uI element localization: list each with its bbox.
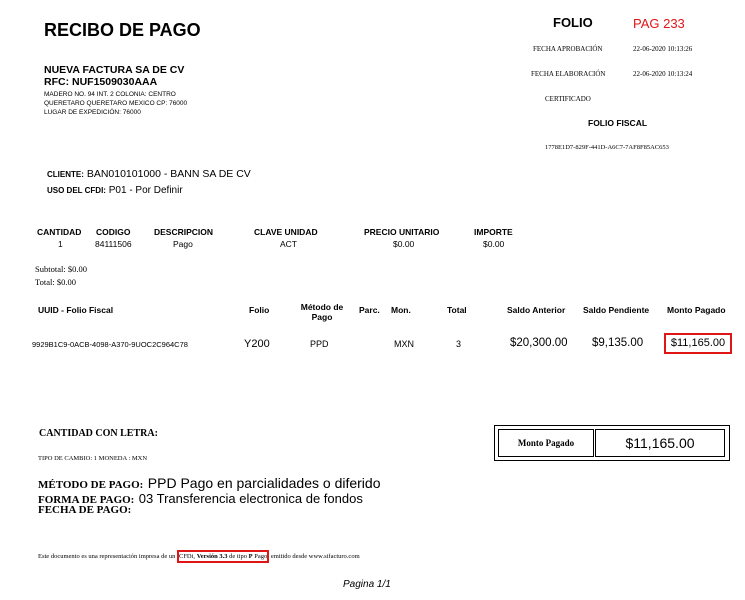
pagos-header-metodo-line1: Método de [300, 302, 344, 312]
certificado-label: CERTIFICADO [545, 95, 591, 103]
item-descripcion: Pago [173, 239, 193, 249]
item-cantidad: 1 [58, 239, 63, 249]
pagos-header-folio: Folio [249, 305, 270, 315]
monto-pagado-value-box [595, 429, 725, 457]
emisor-address-1: MADERO NO. 94 INT. 2 COLONIA: CENTRO [44, 91, 176, 98]
folio-label: FOLIO [553, 15, 593, 30]
monto-pagado-label-box [498, 429, 594, 457]
note-prefix: Este documento es una representación impresa de un [38, 553, 177, 560]
pagos-header-parc: Parc. [359, 305, 380, 315]
pago-saldo-anterior: $20,300.00 [510, 337, 568, 349]
pagos-header-saldo-pendiente: Saldo Pendiente [583, 305, 650, 315]
items-header-descripcion: DESCRIPCION [154, 227, 214, 237]
pago-uuid: 9929B1C9-0ACB-4098-A370-9UOC2C964C78 [32, 340, 188, 349]
monto-pagado-label: Monto Pagado [517, 438, 575, 448]
items-header-importe: IMPORTE [474, 227, 513, 237]
items-header-precio-unitario: PRECIO UNITARIO [364, 227, 440, 237]
fecha-aprobacion-label: FECHA APROBACIÓN [533, 45, 603, 53]
metodo-pago-label: MÉTODO DE PAGO: [38, 479, 144, 491]
cantidad-con-letra-label: CANTIDAD CON LETRA: [39, 428, 158, 439]
page-number: Pagina 1/1 [343, 579, 391, 590]
note-tipo-p: P [248, 553, 253, 560]
uso-cfdi-value: P01 - Por Definir [108, 185, 183, 196]
folio-value: PAG 233 [633, 16, 685, 31]
pagos-header-saldo-anterior: Saldo Anterior [507, 305, 566, 315]
pago-metodo: PPD [310, 339, 329, 349]
monto-pagado-highlight [664, 333, 732, 354]
monto-pagado-box [494, 425, 730, 461]
forma-pago-value: 03 Transferencia electronica de fondos [138, 491, 363, 506]
pago-moneda: MXN [394, 339, 414, 349]
pago-saldo-pendiente: $9,135.00 [592, 337, 644, 349]
forma-pago-label: FORMA DE PAGO: [38, 494, 135, 506]
note-cfdi: CFDi, [178, 553, 197, 560]
note-mid: de tipo [227, 553, 249, 560]
pago-total-parcialidades: 3 [456, 339, 462, 349]
document-title: RECIBO DE PAGO [44, 20, 201, 40]
fecha-elaboracion-value: 22-06-2020 10:13:24 [633, 70, 693, 78]
emisor-rfc: RFC: NUF1509030AAA [44, 76, 158, 88]
emisor-address-2: QUERETARO QUERETARO MEXICO CP: 76000 [44, 100, 188, 107]
item-importe: $0.00 [483, 239, 505, 249]
items-header-cantidad: CANTIDAD [37, 227, 82, 237]
item-clave-unidad: ACT [280, 239, 297, 249]
fecha-elaboracion-label: FECHA ELABORACIÓN [531, 70, 606, 78]
pago-folio: Y200 [244, 338, 270, 350]
fecha-aprobacion-value: 22-06-2020 10:13:26 [633, 45, 693, 53]
item-precio-unitario: $0.00 [393, 239, 415, 249]
pagos-header-monto-pagado: Monto Pagado [667, 305, 726, 315]
note-version: Versión 3.3 [196, 553, 228, 560]
total: Total: $0.00 [35, 277, 76, 287]
note-highlight [177, 550, 269, 563]
subtotal: Subtotal: $0.00 [35, 264, 87, 274]
pagos-header-metodo-line2: Pago [311, 312, 333, 322]
monto-pagado-value: $11,165.00 [625, 435, 695, 451]
pagos-header-uuid: UUID - Folio Fiscal [38, 305, 114, 315]
items-header-clave-unidad: CLAVE UNIDAD [254, 227, 318, 237]
pagos-header-metodo [300, 302, 344, 322]
cliente-value: BAN010101000 - BANN SA DE CV [86, 168, 251, 180]
document-note [38, 553, 360, 560]
pagos-header-mon: Mon. [391, 305, 411, 315]
items-header-codigo: CODIGO [96, 227, 131, 237]
note-suffix: emitido desde www.sifacturo.com [269, 553, 360, 560]
folio-fiscal-label: FOLIO FISCAL [588, 118, 648, 128]
cliente-label: CLIENTE: [47, 170, 84, 179]
folio-fiscal-value: 1778E1D7-829F-441D-A6C7-7AF8F85AC653 [545, 144, 669, 151]
metodo-pago-value: PPD Pago en parcialidades o diferido [147, 475, 381, 491]
emisor-name: NUEVA FACTURA SA DE CV [44, 64, 185, 76]
pago-monto-pagado: $11,165.00 [670, 337, 726, 349]
item-codigo: 84111506 [95, 239, 132, 249]
lugar-expedicion: LUGAR DE EXPEDICIÓN: 76000 [44, 109, 141, 116]
tipo-cambio: TIPO DE CAMBIO: 1 MONEDA : MXN [38, 455, 148, 462]
uso-cfdi-line [47, 185, 183, 196]
fecha-pago-label: FECHA DE PAGO: [38, 504, 132, 516]
uso-cfdi-label: USO DEL CFDI: [47, 186, 106, 195]
cliente-line [47, 168, 251, 180]
note-pago: Pago [252, 553, 268, 560]
pagos-header-total: Total [447, 305, 467, 315]
